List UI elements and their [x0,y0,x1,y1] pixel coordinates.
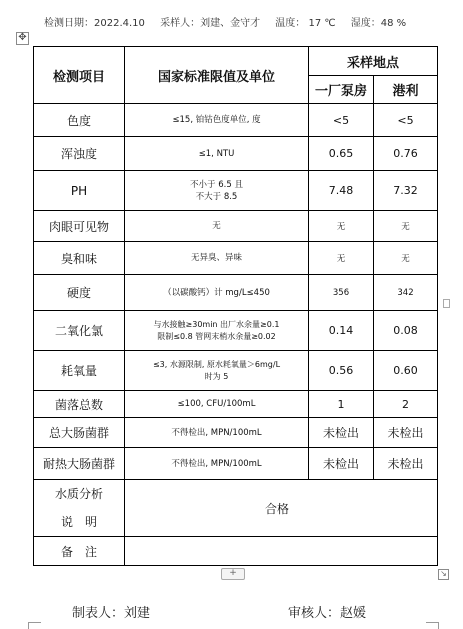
row-value-loc1[interactable]: 0.56 [309,351,374,391]
row-standard[interactable]: ≤1, NTU [125,137,309,171]
header-location-group[interactable]: 采样地点 [309,47,438,76]
table-row [34,418,438,448]
table-row [34,242,438,275]
remark-label[interactable]: 备 注 [34,537,125,566]
row-standard[interactable]: 无 [125,211,309,242]
row-standard[interactable]: 无异臭、异味 [125,242,309,275]
table-row [34,391,438,418]
row-value-loc2[interactable]: 未检出 [374,448,438,480]
row-item[interactable]: 二氧化氯 [34,311,125,351]
row-value-loc2[interactable]: 7.32 [374,171,438,211]
remark-row [34,537,438,566]
analysis-label-line1: 水质分析 [54,487,103,501]
row-value-loc2[interactable]: 0.76 [374,137,438,171]
add-row-icon[interactable]: + [221,568,245,580]
row-value-loc1[interactable]: 0.14 [309,311,374,351]
row-value-loc2[interactable]: 未检出 [374,418,438,448]
header-location-2[interactable]: 港利 [374,76,438,104]
analysis-label[interactable] [34,480,125,537]
row-standard[interactable]: 不小于 6.5 且 不大于 8.5 [125,171,309,211]
row-item[interactable]: 耐热大肠菌群 [34,448,125,480]
table-row [34,351,438,391]
table-row [34,311,438,351]
row-value-loc1[interactable]: 无 [309,211,374,242]
humidity: 湿度：48 % [350,18,407,29]
row-value-loc1[interactable]: 未检出 [309,418,374,448]
row-value-loc2[interactable]: 无 [374,242,438,275]
header-item[interactable]: 检测项目 [34,47,125,104]
temperature: 温度： 17 ℃ [275,18,336,29]
table-move-handle-icon[interactable]: ✥ [16,32,29,45]
row-standard[interactable]: 不得检出, MPN/100mL [125,418,309,448]
row-standard[interactable]: （以碳酸钙）计 mg/L≤450 [125,275,309,311]
table-row [34,275,438,311]
water-quality-table [33,46,438,566]
maker: 制表人：刘建 [72,606,151,621]
row-standard[interactable]: ≤100, CFU/100mL [125,391,309,418]
row-value-loc2[interactable]: 0.60 [374,351,438,391]
row-value-loc2[interactable]: 2 [374,391,438,418]
row-item[interactable]: 硬度 [34,275,125,311]
row-item[interactable]: 肉眼可见物 [34,211,125,242]
row-standard[interactable]: ≤15, 铂钴色度单位, 度 [125,104,309,137]
analysis-row [34,480,438,537]
row-item[interactable]: 臭和味 [34,242,125,275]
sampler: 采样人：刘建、金守才 [160,18,261,29]
row-value-loc2[interactable]: 342 [374,275,438,311]
header-location-1[interactable]: 一厂泵房 [309,76,374,104]
row-standard[interactable]: 与水接触≥30min 出厂水余量≥0.1 限制≤0.8 管网末梢水余量≥0.02 [125,311,309,351]
header-standard[interactable]: 国家标准限值及单位 [125,47,309,104]
row-value-loc1[interactable]: 0.65 [309,137,374,171]
table-row [34,211,438,242]
row-item[interactable]: 菌落总数 [34,391,125,418]
table-row [34,171,438,211]
row-value-loc2[interactable]: 无 [374,211,438,242]
reviewer: 审核人：赵媛 [288,606,367,621]
row-standard[interactable]: ≤3, 水源限制, 原水耗氧量＞6mg/L 时为 5 [125,351,309,391]
table-row [34,104,438,137]
table-resize-icon[interactable]: ↘ [438,569,449,580]
row-item[interactable]: 耗氧量 [34,351,125,391]
row-value-loc1[interactable]: 356 [309,275,374,311]
row-item[interactable]: 总大肠菌群 [34,418,125,448]
row-value-loc2[interactable]: 0.08 [374,311,438,351]
table-row [34,137,438,171]
row-value-loc1[interactable]: 无 [309,242,374,275]
row-standard[interactable]: 不得检出, MPN/100mL [125,448,309,480]
row-item[interactable]: 色度 [34,104,125,137]
row-item[interactable]: 浑浊度 [34,137,125,171]
side-resize-handle[interactable] [443,299,450,308]
table-row [34,448,438,480]
row-value-loc1[interactable]: <5 [309,104,374,137]
analysis-label-line2: 说 明 [60,515,97,529]
header-info [44,14,418,29]
row-value-loc1[interactable]: 未检出 [309,448,374,480]
row-value-loc2[interactable]: <5 [374,104,438,137]
test-date: 检测日期：2022.4.10 [44,18,145,29]
row-value-loc1[interactable]: 7.48 [309,171,374,211]
remark-value[interactable] [125,537,438,566]
analysis-value[interactable]: 合格 [125,480,438,537]
row-value-loc1[interactable]: 1 [309,391,374,418]
row-item[interactable]: PH [34,171,125,211]
